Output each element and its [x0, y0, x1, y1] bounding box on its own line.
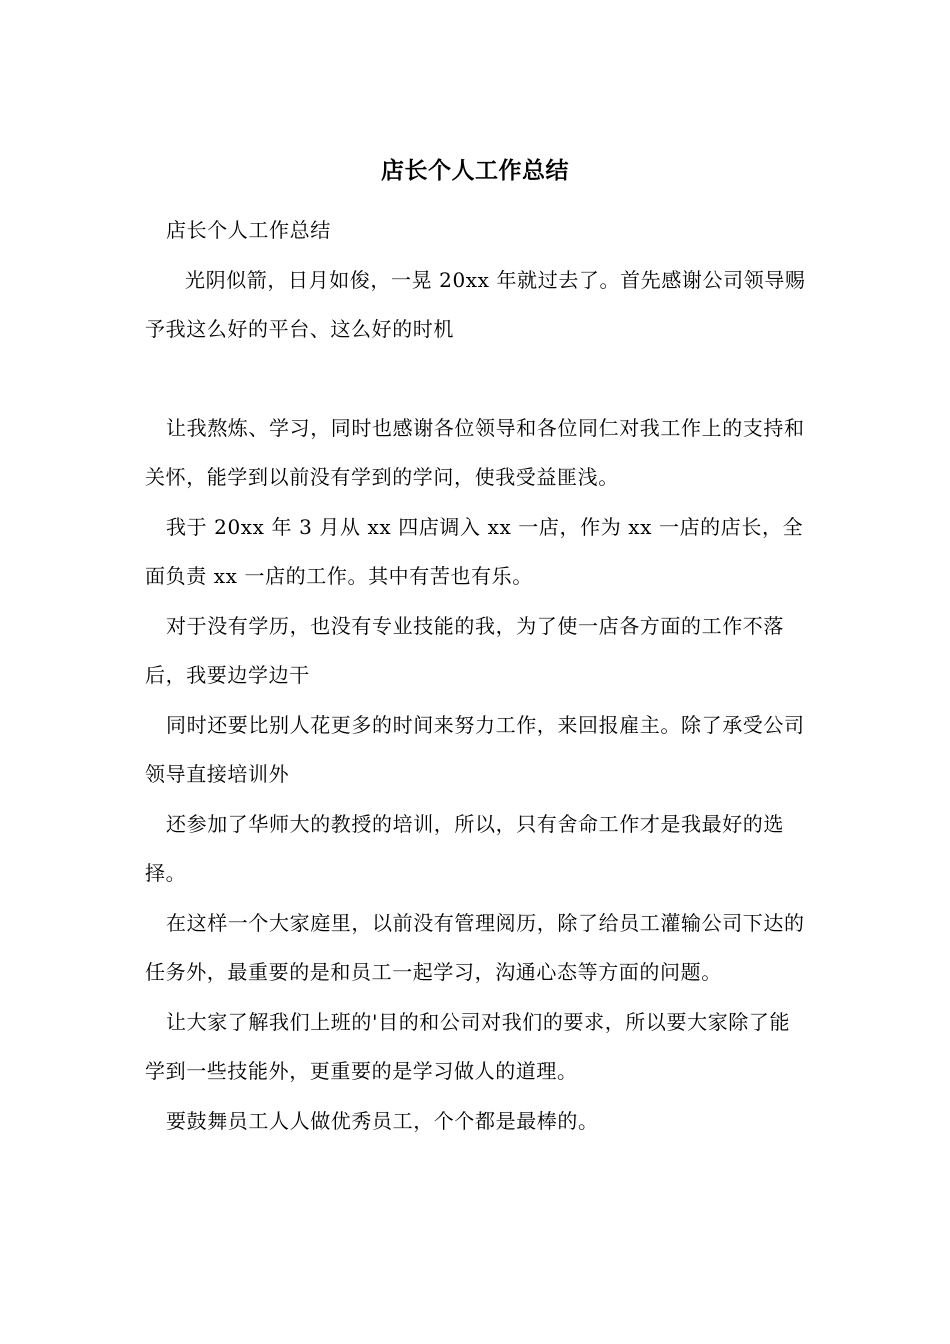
paragraph: 让大家了解我们上班的'目的和公司对我们的要求，所以要大家除了能学到一些技能外，更重要的是学习做人的道理。	[145, 1009, 791, 1083]
paragraph: 光阴似箭，日月如俊，一晃 20xx 年就过去了。首先感谢公司领导赐予我这么好的平台、这么好的时机	[145, 267, 806, 341]
paragraph: 要鼓舞员工人人做优秀员工，个个都是最棒的。	[166, 1108, 599, 1133]
paragraph: 同时还要比别人花更多的时间来努力工作，来回报雇主。除了承受公司领导直接培训外	[145, 712, 805, 786]
paragraph: 在这样一个大家庭里，以前没有管理阅历，除了给员工灌输公司下达的任务外，最重要的是和员工一起学习，沟通心态等方面的问题。	[145, 910, 805, 984]
document-body	[145, 206, 807, 1146]
paragraph: 对于没有学历，也没有专业技能的我，为了使一店各方面的工作不落后，我要边学边干	[145, 613, 784, 687]
paragraph: 还参加了华师大的教授的培训，所以，只有舍命工作才是我最好的选择。	[145, 811, 784, 885]
paragraph: 我于 20xx 年 3 月从 xx 四店调入 xx 一店，作为 xx 一店的店长，全面负责 xx 一店的工作。其中有苦也有乐。	[145, 514, 804, 588]
document-title: 店长个人工作总结	[381, 157, 569, 184]
paragraph: 让我熬炼、学习，同时也感谢各位领导和各位同仁对我工作上的支持和关怀，能学到以前没有学到的学问，使我受益匪浅。	[145, 415, 805, 489]
paragraph-heading: 店长个人工作总结	[166, 218, 331, 242]
